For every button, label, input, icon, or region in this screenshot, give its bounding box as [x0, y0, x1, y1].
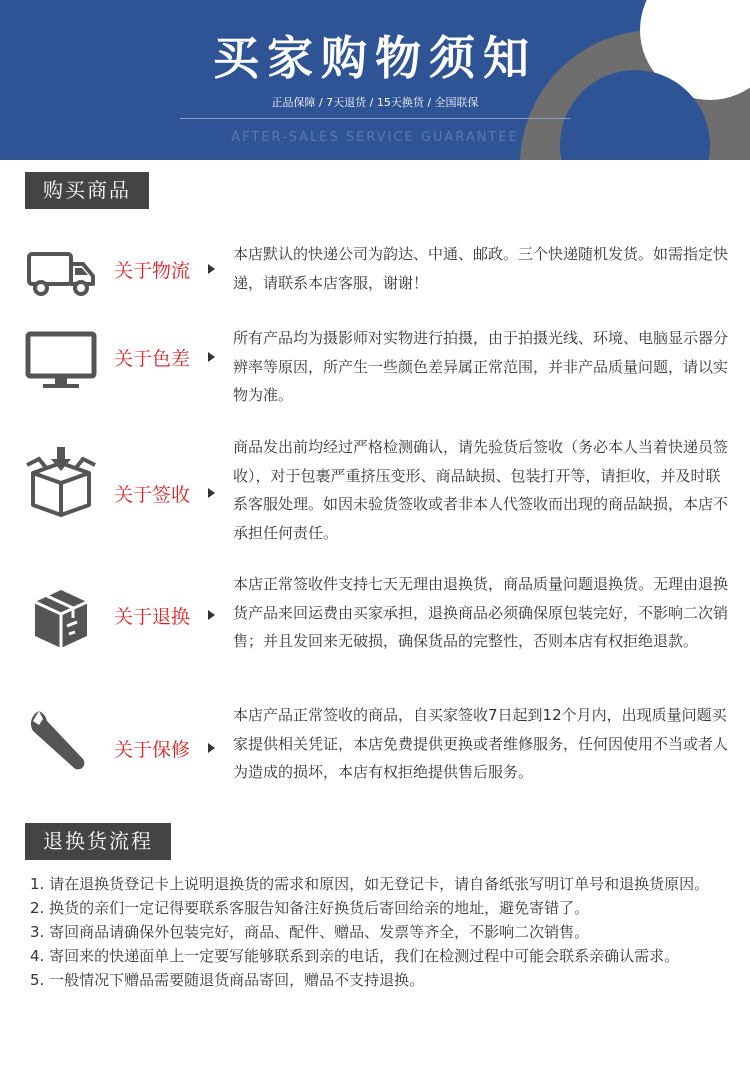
arrow-icon: [208, 610, 215, 620]
divider: [180, 118, 570, 119]
row-label: 关于保修: [114, 739, 191, 761]
monitor-icon: [25, 328, 97, 400]
section-label-return-process: 退换货流程: [25, 823, 171, 860]
row-description: 本店产品正常签收的商品，自买家签收7日起到12个月内，出现质量问题买家提供相关凭证，本店免费提供更换或者维修服务，任何因使用不当或者人为造成的损坏，本店有权拒绝提供售后服务。: [233, 706, 729, 781]
arrow-icon: [208, 264, 215, 274]
row-description: 商品发出前均经过严格检测确认，请先验货后签收（务必本人当着快递员签收），对于包裹严重挤压变形、商品缺损、包装打开等，请拒收，并及时联系客服处理。如因未验货签收或者非本人代签收而出现的商品缺损，本店不承担任何责任。: [233, 438, 729, 542]
row-description: 本店正常签收件支持七天无理由退换货，商品质量问题退换货。无理由退换货产品来回运费由买家承担，退换商品必须确保原包装完好，不影响二次销售；并且发回来无破损，确保货品的完整性，否则本店有权拒绝退款。: [233, 575, 729, 650]
package-icon: [25, 582, 97, 654]
step-item: 3. 寄回商品请确保外包装完好，商品、配件、赠品、发票等齐全，不影响二次销售。: [30, 923, 590, 941]
english-subtitle: AFTER-SALES SERVICE GUARANTEE: [231, 130, 519, 145]
arrow-icon: [208, 743, 215, 753]
row-label: 关于退换: [114, 606, 191, 628]
row-label: 关于物流: [114, 260, 191, 282]
page-title: 买家购物须知: [213, 31, 537, 85]
row-label: 关于色差: [114, 348, 191, 370]
header-banner: [0, 0, 750, 160]
return-steps-list: [30, 872, 730, 992]
page-subtitle: 正品保障 / 7天退货 / 15天换货 / 全国联保: [271, 96, 479, 109]
truck-icon: [25, 240, 97, 312]
arrow-icon: [208, 352, 215, 362]
wrench-icon: [25, 705, 97, 777]
row-description: 所有产品均为摄影师对实物进行拍摄，由于拍摄光线、环境、电脑显示器分辨率等原因，所产生一些颜色差异属正常范围，并非产品质量问题，请以实物为准。: [233, 329, 729, 404]
step-item: 5. 一般情况下赠品需要随退货商品寄回，赠品不支持退换。: [30, 971, 425, 989]
step-item: 4. 寄回来的快递面单上一定要写能够联系到亲的电话，我们在检测过程中可能会联系亲确认需求。: [30, 947, 680, 965]
box-download-icon: [25, 447, 97, 519]
arrow-icon: [208, 488, 215, 498]
row-label: 关于签收: [114, 484, 191, 506]
step-item: 1. 请在退换货登记卡上说明退换货的需求和原因，如无登记卡，请自备纸张写明订单号和退换货原因。: [30, 875, 710, 893]
step-item: 2. 换货的亲们一定记得要联系客服告知备注好换货后寄回给亲的地址，避免寄错了。: [30, 899, 590, 917]
row-description: 本店默认的快递公司为韵达、中通、邮政。三个快递随机发货。如需指定快递，请联系本店客服，谢谢！: [233, 245, 729, 292]
section-label-purchase: 购买商品: [25, 172, 149, 209]
